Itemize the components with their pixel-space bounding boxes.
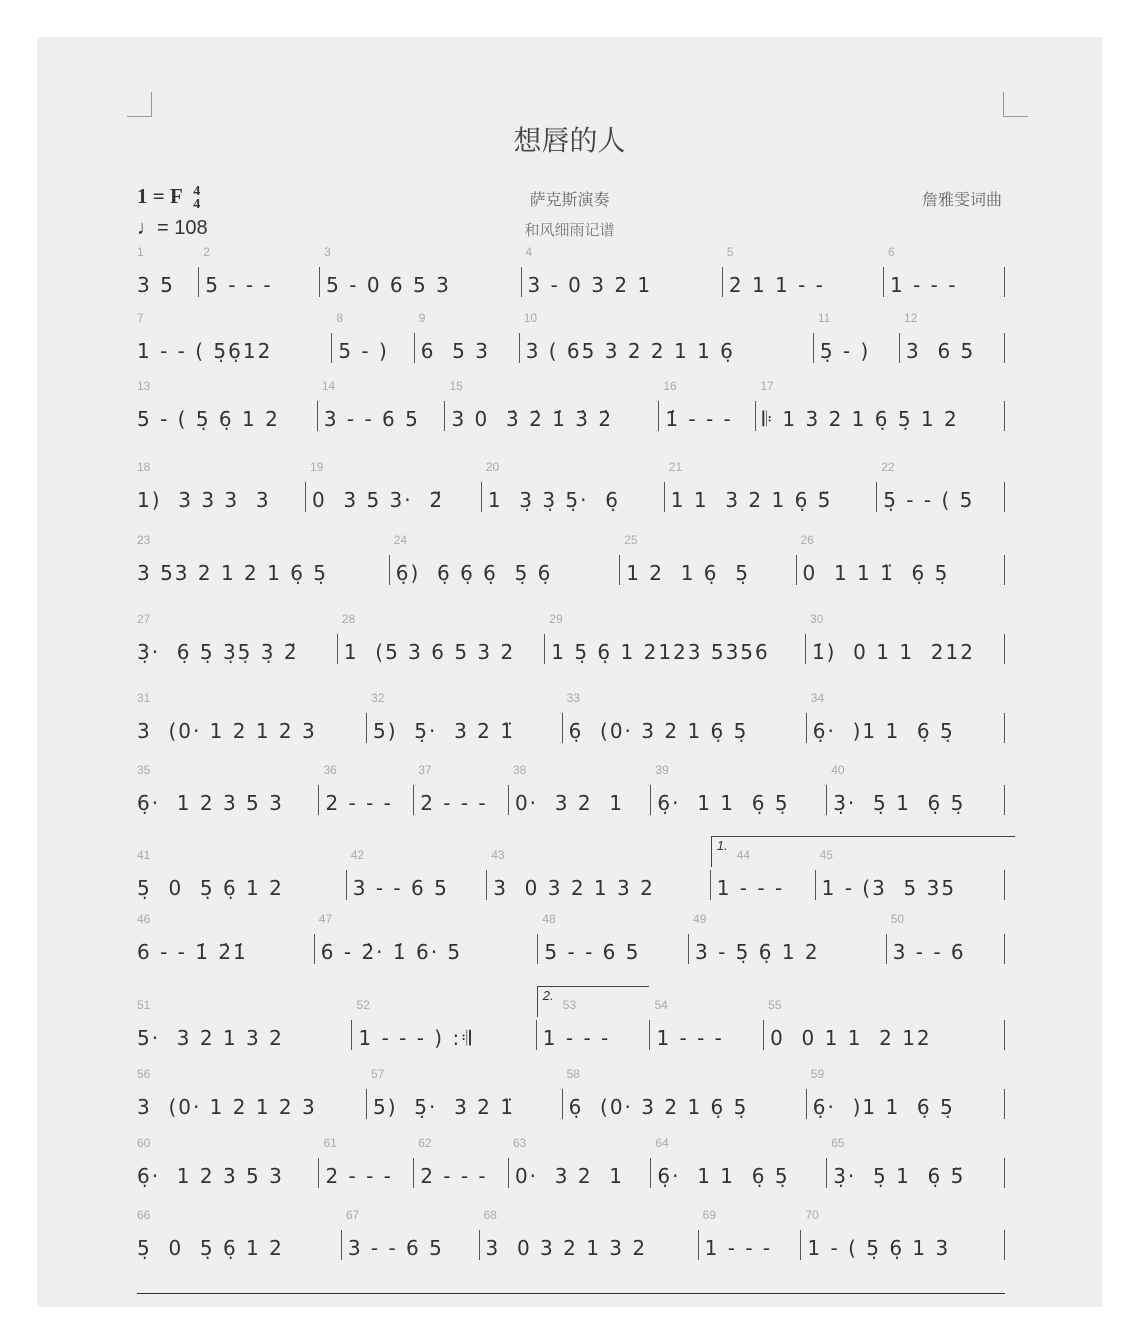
measure-notes: 1 3̣ 3̣ 5̣· 6̣ xyxy=(487,488,620,512)
measure-number: 11 xyxy=(817,311,831,325)
measure-number: 43 xyxy=(491,848,505,862)
measure-notes: 3̣· 5̣ 1 6̣ 5̈ xyxy=(833,1164,966,1188)
measure-number: 65 xyxy=(831,1136,845,1150)
performer-credit: 萨克斯演奏 xyxy=(529,190,610,209)
measure xyxy=(699,1208,802,1260)
measure xyxy=(900,311,1005,363)
measure-number: 59 xyxy=(810,1067,825,1081)
measure-notes: 2 - - - xyxy=(420,1164,488,1188)
measure-number: 19 xyxy=(309,460,324,474)
measure-notes: 3 0 3 2 1 3 2 xyxy=(493,876,655,900)
measure-notes: 3̣· 6̣ 5̣ 3̣5̣ 3̣ 2̈ xyxy=(137,640,299,664)
measure xyxy=(816,848,1005,900)
measure-notes: 5̣ 0 5̣ 6̣ 1 2 xyxy=(137,1236,284,1260)
measure-number: 50 xyxy=(890,912,905,926)
measure-notes: 6̣) 6̣ 6̣ 6̣ 5̣ 6̣ xyxy=(395,561,553,585)
key-label: 1 = F xyxy=(137,184,183,208)
measure-notes: 2 - - - xyxy=(420,791,488,815)
score-line xyxy=(137,460,1005,512)
score-line xyxy=(137,763,1005,815)
measure-number: 10 xyxy=(523,311,538,325)
measure xyxy=(537,988,651,1050)
measure-notes: 1 (5 3 6 5 3 2 xyxy=(343,640,516,664)
measure-notes: 1̇ - - - xyxy=(665,407,733,431)
measure-number: 21 xyxy=(668,460,683,474)
measure-number: 17 xyxy=(760,379,774,393)
measure xyxy=(877,460,1005,512)
measure-notes: 3 ( 65 3 2 2 1 1 6̣ xyxy=(525,339,735,363)
measure-number: 16 xyxy=(663,379,677,393)
measure-notes: 5 - - 6 5 xyxy=(544,940,641,964)
measure-notes: 1 - ( 5̣ 6̣ 1 3 xyxy=(807,1236,951,1260)
measure-number: 20 xyxy=(485,460,500,474)
measure xyxy=(482,460,665,512)
measure-number: 64 xyxy=(655,1136,669,1150)
measure xyxy=(764,998,1005,1050)
score-line xyxy=(137,1067,1005,1119)
measure xyxy=(801,1208,1005,1260)
measure xyxy=(827,1136,1005,1188)
measure xyxy=(137,245,199,297)
measure-notes: 5 - - - xyxy=(205,273,273,297)
measure-notes: 6 - - 1̇ 2̇1̇ xyxy=(137,940,248,964)
measure-number: 8 xyxy=(336,311,343,325)
measure-number: 25 xyxy=(624,533,638,547)
measure-notes: 5 - ( 5̣ 6̣ 1 2 xyxy=(137,407,280,431)
measure-number: 67 xyxy=(345,1208,360,1222)
score-line xyxy=(137,612,1005,664)
score-line xyxy=(137,311,1005,363)
measure-number: 33 xyxy=(566,691,580,705)
measure-number: 18 xyxy=(137,460,151,474)
transcriber-credit: 和风细雨记谱 xyxy=(524,221,615,239)
measure xyxy=(415,311,520,363)
measure-number: 15 xyxy=(449,379,463,393)
measure xyxy=(306,460,482,512)
measure-notes: 5) 5̣· 3 2 1̈ xyxy=(373,719,515,743)
measure-number: 36 xyxy=(323,763,337,777)
measure-number: 30 xyxy=(809,612,824,626)
measure-notes: 3 6 5 xyxy=(906,339,976,363)
measure-number: 49 xyxy=(693,912,707,926)
measure xyxy=(390,533,620,585)
measure-notes: 3 - - 6 xyxy=(892,940,966,964)
measure xyxy=(137,311,332,363)
measure-notes: 3 - - 6 5 xyxy=(352,876,449,900)
score-line xyxy=(137,533,1005,585)
measure xyxy=(509,763,651,815)
measure xyxy=(827,763,1005,815)
score-line xyxy=(137,379,1005,431)
measure xyxy=(137,1067,367,1119)
measure-number: 42 xyxy=(350,848,365,862)
measure-number: 23 xyxy=(137,533,151,547)
measure xyxy=(520,311,814,363)
measure xyxy=(806,612,1005,664)
measure xyxy=(137,533,390,585)
measure-notes: 1) 3 3 3 3 xyxy=(137,488,271,512)
measure-notes: 5· 3 2 1 3 2 xyxy=(137,1026,284,1050)
measure xyxy=(807,691,1005,743)
measure-number: 68 xyxy=(483,1208,497,1222)
measure-number: 61 xyxy=(323,1136,337,1150)
measure-number: 57 xyxy=(371,1067,385,1081)
measure-notes: 1 - - - xyxy=(656,1026,724,1050)
measure xyxy=(332,311,414,363)
measure xyxy=(480,1208,699,1260)
measure-number: 56 xyxy=(137,1067,151,1081)
measure-notes: 1 1 3 2 1 6̣ 5̈ xyxy=(670,488,833,512)
measure-notes: 3 - 5̣ 6̣ 1 2 xyxy=(695,940,820,964)
measure-notes: 5̣ - - ( 5 xyxy=(883,488,975,512)
measure xyxy=(651,763,827,815)
measure-notes: 6 5 3 xyxy=(420,339,490,363)
crop-mark xyxy=(1003,92,1028,117)
measure xyxy=(651,1136,827,1188)
measure-notes: 6̣· 1 1 6̣ 5̣ xyxy=(657,1164,790,1188)
measure-number: 5 xyxy=(726,245,734,259)
measure-number: 27 xyxy=(137,612,151,626)
measure-number: 28 xyxy=(341,612,356,626)
score-line xyxy=(137,988,1005,1050)
measure xyxy=(137,460,306,512)
measure xyxy=(538,912,689,964)
measure-notes: 6̣· 1 1 6̣ 5̣ xyxy=(657,791,790,815)
volta-label: 2. xyxy=(542,988,554,1003)
measure-notes: 1 - (3 5 35 xyxy=(821,876,957,900)
measure-notes: 6̣ (0· 3 2 1 6̣ 5̣ xyxy=(568,719,749,743)
measure-number: 62 xyxy=(418,1136,432,1150)
measure xyxy=(887,912,1005,964)
measure-notes: 6 - 2̇· 1̇ 6· 5 xyxy=(320,940,463,964)
measure xyxy=(414,1136,509,1188)
measure xyxy=(318,379,446,431)
measure-notes: 2 - - - xyxy=(325,1164,393,1188)
measure xyxy=(563,1067,807,1119)
measure xyxy=(137,379,318,431)
measure-number: 32 xyxy=(371,691,385,705)
time-top: 4 xyxy=(193,184,201,200)
measure-number: 7 xyxy=(137,311,144,325)
measure xyxy=(137,1136,319,1188)
measure xyxy=(315,912,539,964)
measure-notes: 3 53 2 1 2 1 6̣ 5̣ xyxy=(137,561,329,585)
measure xyxy=(522,245,723,297)
tempo-marking: ♩= 108 xyxy=(137,217,208,239)
measure-notes: 6̣ (0· 3 2 1 6̣ 5̣ xyxy=(568,1095,749,1119)
measure-notes: 3 0 3̇ 2̇ 1̇ 3̇ 2̇ xyxy=(451,407,614,431)
measure-number: 2 xyxy=(203,245,210,259)
measure-notes: 3 - - 6 5 xyxy=(347,1236,444,1260)
measure-notes: 3 (0· 1 2 1 2 3 xyxy=(137,719,317,743)
measure xyxy=(137,1208,342,1260)
measure-number: 69 xyxy=(702,1208,717,1222)
measure-notes: 1 - - - xyxy=(704,1236,773,1260)
measure xyxy=(367,691,563,743)
composer-credit: 詹雅雯词曲 xyxy=(921,190,1002,209)
measure-notes: 1 - - - xyxy=(542,1026,611,1050)
measure-notes: 1 - - - ) :𝄇 xyxy=(358,1026,473,1050)
score-line xyxy=(137,691,1005,743)
measure xyxy=(620,533,796,585)
measure-number: 26 xyxy=(800,533,814,547)
measure-number: 41 xyxy=(137,848,151,862)
measure xyxy=(199,245,320,297)
measure-notes: 0 3 5 3· 2̈ xyxy=(311,488,445,512)
measure xyxy=(689,912,887,964)
measure-number: 46 xyxy=(137,912,151,926)
measure xyxy=(342,1208,480,1260)
score-line xyxy=(137,245,1005,297)
measure xyxy=(319,763,414,815)
measure-notes: 𝄆 1 3 2 1 6̣ 5̣ 1 2 xyxy=(762,407,959,431)
volta-bracket xyxy=(537,986,650,1017)
measure-notes: 6̣· )1 1 6̣ 5̣ xyxy=(812,719,955,743)
measure-notes: 1 - - - xyxy=(890,273,958,297)
measure-notes: 0· 3 2 1 xyxy=(514,791,624,815)
measure xyxy=(807,1067,1005,1119)
measure-number: 45 xyxy=(819,848,833,862)
key-signature xyxy=(137,183,200,211)
measure-number: 38 xyxy=(512,763,527,777)
measure-notes: 3 (0· 1 2 1 2 3 xyxy=(137,1095,317,1119)
measure-number: 24 xyxy=(393,533,408,547)
measure-notes: 1 - - ( 5̣6̣12 xyxy=(137,339,273,363)
measure xyxy=(320,245,521,297)
measure-notes: 1 2 1 6̣ 5̣ xyxy=(626,561,750,585)
measure-number: 40 xyxy=(831,763,845,777)
measure-notes: 6̣· 1 2 3 5 3 xyxy=(137,791,284,815)
measure-notes: 1 5̣ 6̣ 1 2123 5356 xyxy=(551,640,770,664)
measure xyxy=(347,848,487,900)
score-page xyxy=(37,37,1102,1307)
measure xyxy=(137,848,347,900)
measure-number: 47 xyxy=(318,912,333,926)
measure-number: 55 xyxy=(768,998,782,1012)
measure-notes: 3̣· 5̣ 1 6̣ 5̣ xyxy=(833,791,966,815)
measure-number: 4 xyxy=(525,245,533,259)
measure-notes: 5) 5̣· 3 2 1̈ xyxy=(373,1095,515,1119)
measure-number: 60 xyxy=(137,1136,151,1150)
measure xyxy=(445,379,659,431)
measure xyxy=(659,379,756,431)
measure-number: 54 xyxy=(654,998,668,1012)
measure-notes: 5 - ) xyxy=(338,339,389,363)
measure-number: 53 xyxy=(562,998,577,1012)
measure xyxy=(137,612,338,664)
measure xyxy=(487,848,710,900)
measure xyxy=(137,912,315,964)
staff-rule xyxy=(137,1293,1005,1294)
measure xyxy=(884,245,1005,297)
measure xyxy=(352,998,536,1050)
measure xyxy=(509,1136,651,1188)
measure xyxy=(563,691,807,743)
time-bottom: 4 xyxy=(193,197,201,213)
measure-number: 66 xyxy=(137,1208,151,1222)
score-line xyxy=(137,1208,1005,1260)
measure xyxy=(338,612,545,664)
measure-notes: 0 0 1 1 2 12 xyxy=(770,1026,932,1050)
measure-number: 44 xyxy=(736,848,751,862)
measure xyxy=(137,998,352,1050)
measure xyxy=(797,533,1006,585)
measure-number: 12 xyxy=(904,311,918,325)
crop-mark xyxy=(127,92,152,117)
measure-number: 63 xyxy=(512,1136,527,1150)
measure-number: 52 xyxy=(356,998,370,1012)
measure-number: 51 xyxy=(137,998,151,1012)
score-line xyxy=(137,912,1005,964)
measure-notes: 3 5 xyxy=(137,273,175,297)
measure xyxy=(723,245,884,297)
measure-number: 1 xyxy=(137,245,144,259)
measure-number: 34 xyxy=(810,691,825,705)
score-line xyxy=(137,1136,1005,1188)
measure-notes: 5̣ - ) xyxy=(819,339,871,363)
measure-number: 29 xyxy=(549,612,563,626)
song-title: 想唇的人 xyxy=(513,125,626,156)
volta-bracket xyxy=(711,836,1015,867)
measure-notes: 1̇) 0 1 1 212 xyxy=(811,640,975,664)
measure xyxy=(814,311,900,363)
measure-notes: 0 1 1 1̈ 6̣ 5̣ xyxy=(802,561,950,585)
measure-notes: 3 - - 6 5 xyxy=(323,407,420,431)
measure xyxy=(319,1136,414,1188)
measure-number: 39 xyxy=(655,763,669,777)
measure-notes: 6̣· )1 1 6̣ 5̣ xyxy=(812,1095,955,1119)
measure xyxy=(756,379,1005,431)
measure-notes: 1 - - - xyxy=(716,876,785,900)
measure-notes: 3 0 3 2 1 3 2 xyxy=(485,1236,648,1260)
measure-number: 14 xyxy=(321,379,336,393)
measure xyxy=(367,1067,563,1119)
measure-notes: 5 - 0 6 5 3 xyxy=(326,273,451,297)
measure-number: 22 xyxy=(881,460,895,474)
measure xyxy=(137,763,319,815)
measure-number: 35 xyxy=(137,763,151,777)
measure-number: 70 xyxy=(805,1208,819,1222)
measure xyxy=(414,763,509,815)
measure xyxy=(650,998,764,1050)
measure-number: 37 xyxy=(418,763,432,777)
measure-notes: 0· 3 2 1 xyxy=(514,1164,624,1188)
measure-number: 48 xyxy=(542,912,556,926)
measure-number: 3 xyxy=(324,245,331,259)
measure xyxy=(545,612,806,664)
measure xyxy=(137,691,367,743)
volta-label: 1. xyxy=(716,838,728,853)
measure-notes: 3 - 0 3 2 1 xyxy=(527,273,653,297)
measure xyxy=(665,460,877,512)
measure-number: 31 xyxy=(137,691,151,705)
score-line xyxy=(137,838,1005,900)
measure xyxy=(711,838,816,900)
measure-number: 6 xyxy=(888,245,895,259)
measure-notes: 6̣· 1 2 3 5 3 xyxy=(137,1164,284,1188)
measure-number: 13 xyxy=(137,379,151,393)
measure-number: 58 xyxy=(566,1067,580,1081)
measure-notes: 5̣ 0 5̣ 6̣ 1 2 xyxy=(137,876,284,900)
measure-notes: 2 1 1 - - xyxy=(728,273,825,297)
measure-notes: 2 - - - xyxy=(325,791,393,815)
measure-number: 9 xyxy=(418,311,426,325)
time-signature xyxy=(193,185,200,211)
